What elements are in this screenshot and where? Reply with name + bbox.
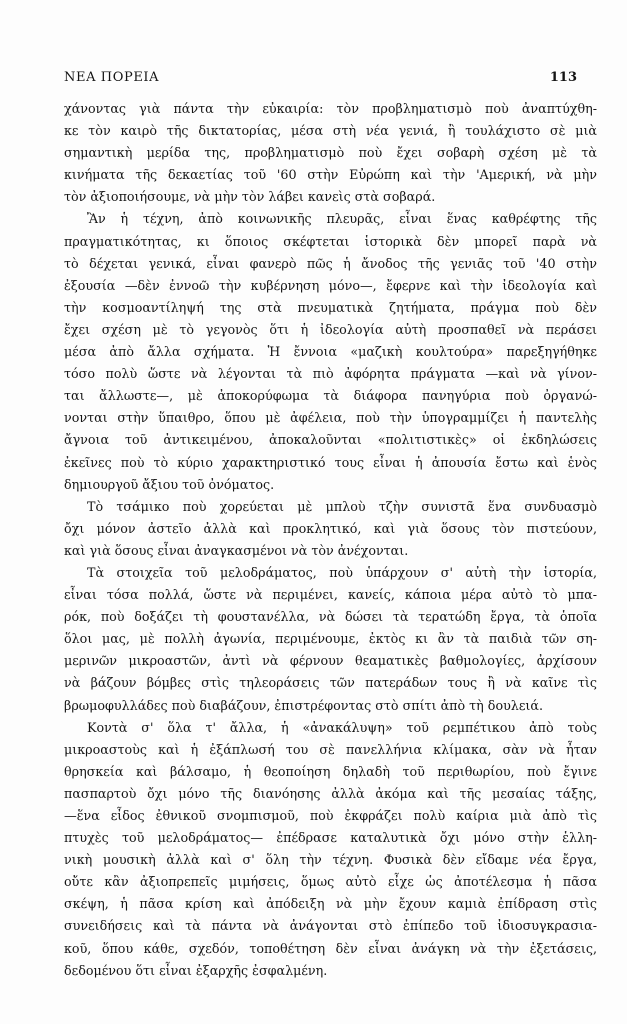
text-line: ρόκ, ποὺ δοξάζει τὴ φουστανέλλα, νὰ δώσει τὰ τερατώδη ἔργα, τὰ ὁποῖα	[64, 609, 597, 625]
text-line: χάνοντας γιὰ πάντα τὴν εὐκαιρία: τὸν προβληματισμὸ ποὺ ἀναπτύχθη-	[64, 101, 597, 116]
body-text	[64, 98, 597, 982]
page-number: 113	[549, 70, 577, 85]
text-line: νονται στὴν ὕπαιθρο, ὅπου μὲ ἀφέλεια, ποὺ τὴν ὑπογραμμίζει ἡ παντελὴς	[64, 410, 597, 426]
text-line: μερινῶν μικροαστῶν, ἀντὶ νὰ φέρνουν θεαματικὲς βαθμολογίες, ἀρχίσουν	[64, 653, 597, 669]
text-line: ὅλοι μας, μὲ πολλὴ ἀγωνία, περιμένουμε, ἐκτὸς κι ἂν τὰ παιδιὰ τῶν ση-	[64, 631, 597, 647]
page-header	[64, 70, 577, 90]
text-line: συνειδήσεις καὶ τὰ πάντα νὰ ἀνάγονται στὸ ἐπίπεδο τοῦ ἰδιοσυγκρασια-	[64, 918, 597, 934]
paragraph	[64, 562, 597, 717]
paragraph	[64, 208, 597, 495]
text-line: σημαντικὴ μερίδα της, προβληματισμὸ ποὺ ἔχει σοβαρὴ σχέση μὲ τὰ	[64, 145, 597, 161]
text-line: κε τὸν καιρὸ τῆς δικτατορίας, μέσα στὴ νέα γενιά, ἢ τουλάχιστο σὲ μιὰ	[64, 123, 597, 139]
text-line: σκέψη, ἡ πᾶσα κρίση καὶ ἀπόδειξη νὰ μὴν ἔχουν καμιὰ ἐπίδραση στὶς	[64, 896, 597, 912]
text-line: ἐκεῖνες ποὺ τὸ κύριο χαρακτηριστικό τους εἶναι ἡ ἀπουσία ἔστω καὶ ἑνὸς	[64, 454, 597, 470]
text-line: Τὸ τσάμικο ποὺ χορεύεται μὲ μπλοὺ τζὴν συνιστᾶ ἕνα συνδυασμὸ	[87, 498, 597, 514]
text-line: τὸ δέχεται γενικά, εἶναι φανερὸ πῶς ἡ ἄνοδος τῆς γενιᾶς τοῦ '40 στὴν	[64, 255, 597, 271]
text-line: πασπαρτοὺ ὄχι μόνο τῆς διανόησης ἀλλὰ ἀκόμα καὶ τῆς μεσαίας τάξης,	[64, 785, 597, 801]
text-line: τὴν κοσμοαντίληψή της στὰ πνευματικὰ ζητήματα, πράγμα ποὺ δὲν	[64, 299, 597, 315]
text-line: κινήματα τῆς δεκαετίας τοῦ '60 στὴν Εὐρώπη καὶ τὴν 'Αμερική, νὰ μὴν	[64, 167, 597, 183]
text-line: τὸν ἀξιοποιήσουμε, νὰ μὴν τὸν λάβει κανεὶς στὰ σοβαρά.	[64, 189, 436, 205]
text-line: τόσο πολὺ ὥστε νὰ λέγονται τὰ πιὸ ἀφόρητα πράγματα —καὶ νὰ γίνον-	[64, 366, 597, 382]
text-line: —ἕνα εἶδος ἐθνικοῦ σνομπισμοῦ, ποὺ ἐκφράζει πολὺ καίρια μιὰ ἀπὸ τὶς	[64, 808, 597, 823]
text-line: δεδομένου ὅτι εἶναι ἐξαρχῆς ἐσφαλμένη.	[64, 962, 328, 978]
text-line: νὰ βάζουν βόμβες στὶς τηλεοράσεις τῶν πατεράδων τους ἢ νὰ καῖνε τὶς	[64, 675, 597, 691]
text-line: ἔχει σχέση μὲ τὸ γεγονὸς ὅτι ἡ ἰδεολογία αὐτὴ προσπαθεῖ νὰ περάσει	[64, 321, 597, 337]
text-line: Ἂν ἡ τέχνη, ἀπὸ κοινωνικῆς πλευρᾶς, εἶναι ἕνας καθρέφτης τῆς	[87, 211, 597, 227]
text-line: βρωμοφυλλάδες ποὺ διαβάζουν, ἐπιστρέφοντας στὸ σπίτι ἀπὸ τὴ δουλειά.	[64, 697, 543, 713]
text-line: εἶναι τόσα πολλά, ὥστε νὰ περιμένει, κανείς, κάποια μέρα αὐτὸ τὸ μπα-	[64, 587, 597, 603]
text-line: νικὴ μουσικὴ ἀλλὰ καὶ σ' ὅλη τὴν τέχνη. Φυσικὰ δὲν εἴδαμε νέα ἔργα,	[64, 852, 597, 868]
text-line: πτυχὲς τοῦ μελοδράματος— ἐπέδρασε καταλυτικὰ ὄχι μόνο στὴν ἑλλη-	[64, 830, 597, 846]
paragraph	[64, 98, 597, 208]
text-line: ται ἄλλωστε—, μὲ ἀποκορύφωμα τὰ διάφορα πανηγύρια ποὺ ὀργανώ-	[64, 388, 597, 404]
text-line: οὔτε κἂν ἀξιοπρεπεῖς μιμήσεις, ὅμως αὐτὸ εἶχε ὡς ἀποτέλεσμα ἡ πᾶσα	[64, 874, 597, 890]
text-line: καὶ γιὰ ὅσους εἶναι ἀναγκασμένοι νὰ τὸν ἀνέχονται.	[64, 542, 409, 558]
text-line: κοῦ, ὅπου κάθε, σχεδόν, τοποθέτηση δὲν εἶναι ἀνάγκη νὰ τὴν ἐξετάσεις,	[64, 940, 597, 956]
text-line: ἄγνοια τοῦ ἀντικειμένου, ἀποκαλοῦνται «πολιτιστικὲς» οἱ ἐκδηλώσεις	[64, 432, 597, 448]
text-line: θρησκεία καὶ βάλσαμο, ἡ θεοποίηση δηλαδὴ τοῦ περιθωρίου, ποὺ ἔγινε	[64, 763, 597, 779]
paragraph	[64, 717, 597, 982]
text-line: Τὰ στοιχεῖα τοῦ μελοδράματος, ποὺ ὑπάρχουν σ' αὐτὴ τὴν ἱστορία,	[87, 564, 597, 580]
paragraph	[64, 496, 597, 562]
text-line: δημιουργοῦ ἄξιου τοῦ ὀνόματος.	[64, 476, 275, 492]
text-line: Κοντὰ σ' ὅλα τ' ἄλλα, ἡ «ἀνακάλυψη» τοῦ ρεμπέτικου ἀπὸ τοὺς	[87, 719, 597, 735]
text-line: μέσα ἀπὸ ἄλλα σχήματα. Ἡ ἔννοια «μαζικὴ κουλτούρα» παρεξηγήθηκε	[64, 344, 597, 360]
text-line: πραγματικότητας, κι ὅποιος σκέφτεται ἱστορικὰ δὲν μπορεῖ παρὰ νὰ	[64, 233, 597, 249]
text-line: ὄχι μόνον ἀστεῖο ἀλλὰ καὶ προκλητικό, καὶ γιὰ ὅσους τὸν πιστεύουν,	[64, 520, 597, 536]
text-line: ἐξουσία —δὲν ἐννοῶ τὴν κυβέρνηση μόνο—, ἔφερνε καὶ τὴν ἰδεολογία καὶ	[64, 277, 597, 293]
running-title: ΝΕΑ ΠΟΡΕΙΑ	[64, 70, 160, 85]
text-line: μικροαστοὺς καὶ ἡ ἐξάπλωσή του σὲ πανελλήνια κλίμακα, σὰν νὰ ἦταν	[64, 741, 597, 757]
